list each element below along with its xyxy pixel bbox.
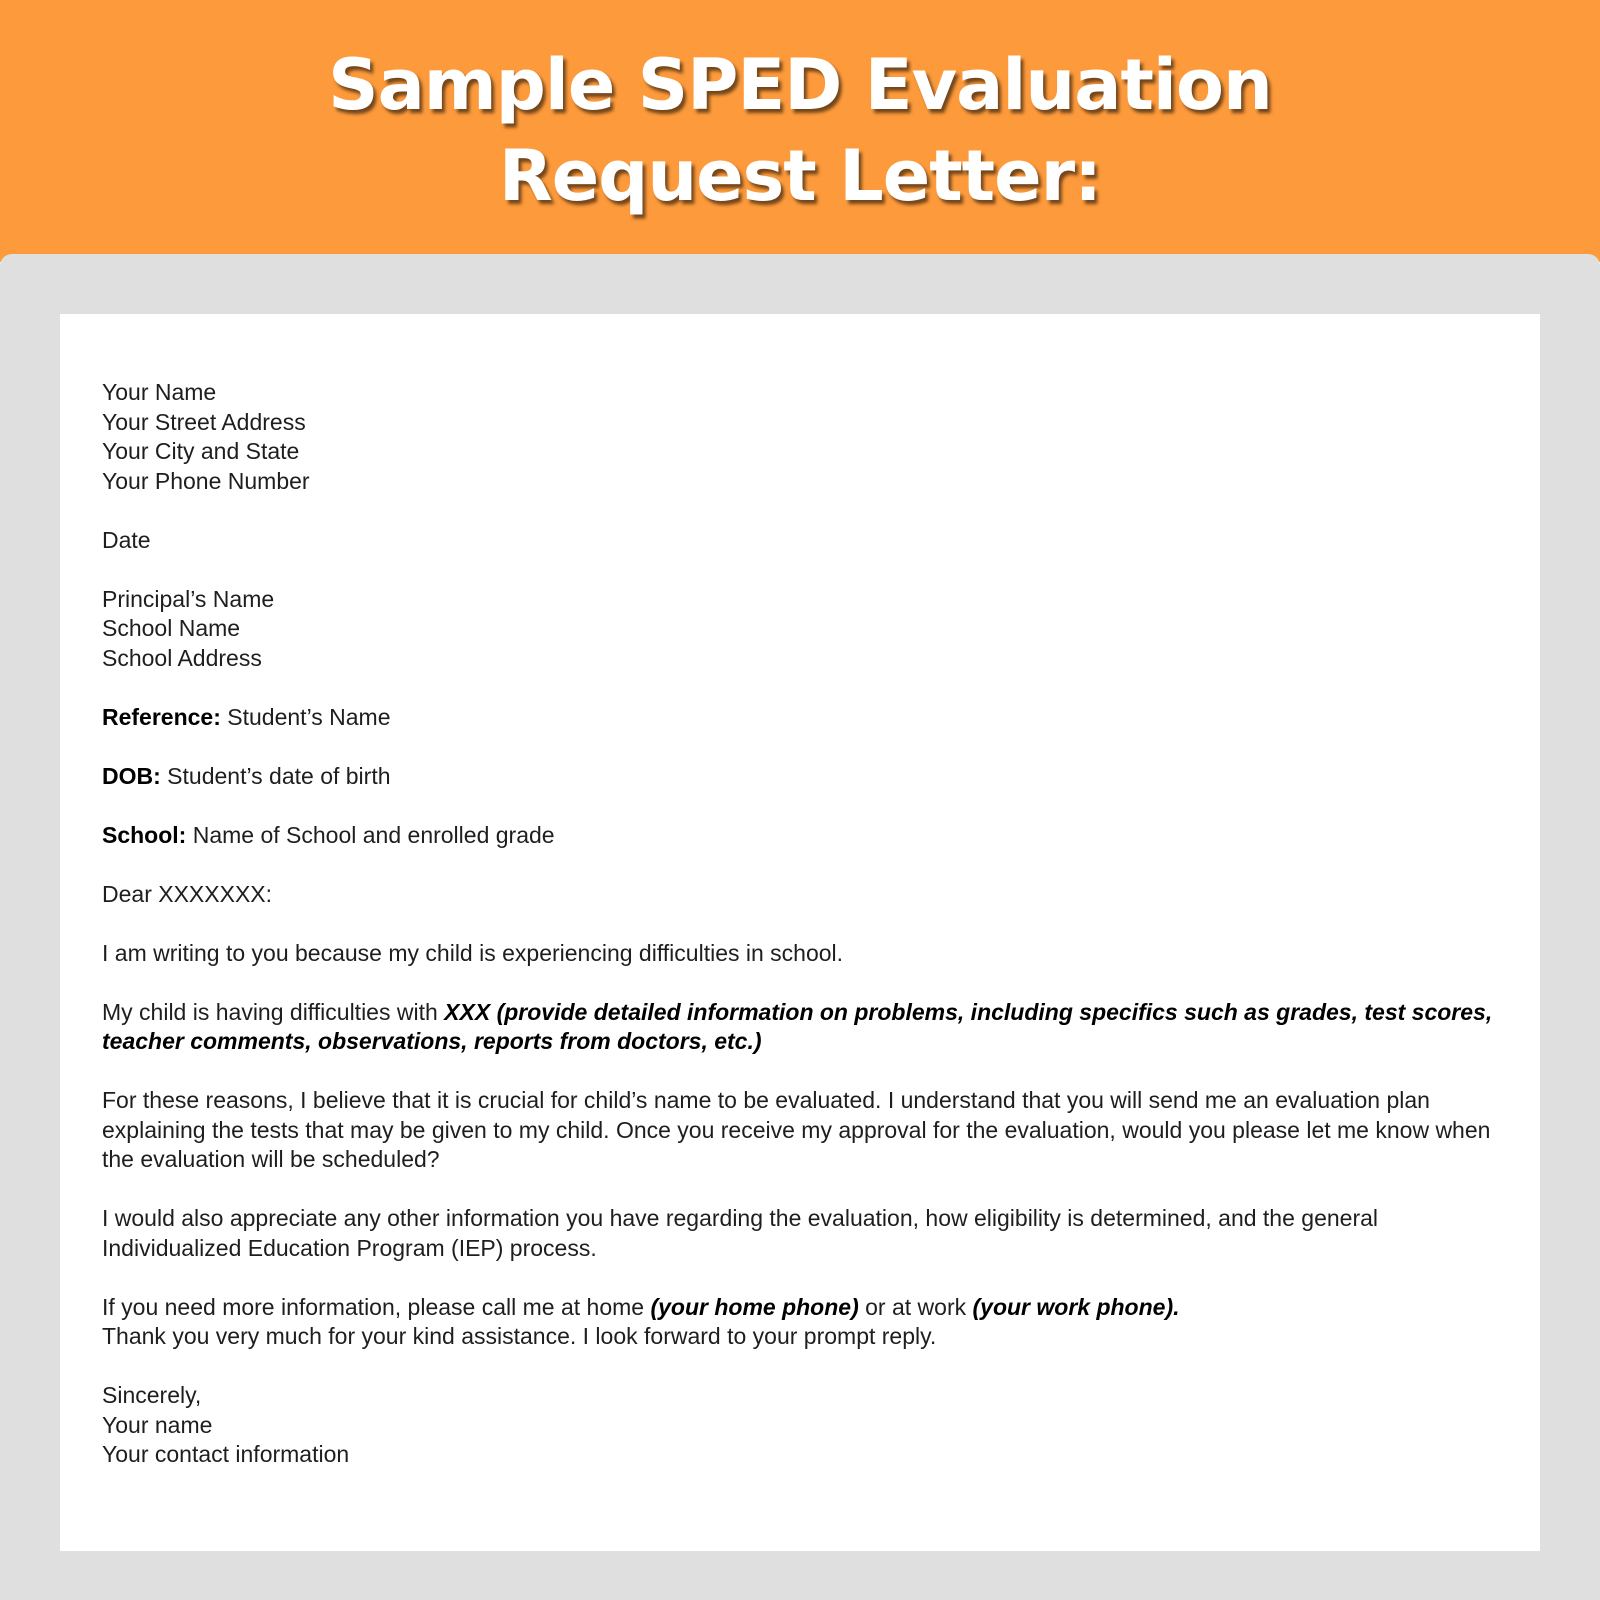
work-phone-placeholder: (your work phone).: [972, 1293, 1180, 1320]
recipient-school-name: School Name: [102, 615, 241, 641]
dob-value: Student’s date of birth: [160, 762, 391, 789]
sender-block: [102, 378, 1512, 496]
intro-paragraph: I am writing to you because my child is experiencing difficulties in school.: [102, 939, 844, 966]
school-value: Name of School and enrolled grade: [186, 821, 555, 848]
appreciate-paragraph: I would also appreciate any other information you have regarding the evaluation, how eligibility is determined, and the general Individualized Education Program (IEP) process.: [102, 1205, 1379, 1261]
page-title: [0, 40, 1600, 222]
closing-sign-off: Sincerely,: [102, 1382, 202, 1408]
recipient-principal: Principal’s Name: [102, 585, 275, 612]
contact-paragraph: [102, 1293, 1512, 1352]
sender-street: Your Street Address: [102, 408, 306, 435]
thanks-sentence: Thank you very much for your kind assistance. I look forward to your prompt reply.: [102, 1323, 937, 1349]
contact-mid: or at work: [858, 1293, 973, 1320]
contact-sentence: [102, 1293, 1512, 1323]
page-title-line-2: Request Letter:: [498, 135, 1102, 217]
reference-line: [102, 703, 1512, 733]
dob-label: DOB:: [102, 762, 161, 789]
difficulties-detail: XXX (provide detailed information on problems, including specifics such as grades, test scores, teacher comments, observations, reports from doctors, etc.): [102, 998, 1493, 1054]
letter-body: [102, 378, 1512, 1499]
closing-name: Your name: [102, 1411, 213, 1438]
school-label: School:: [102, 821, 187, 848]
recipient-block: [102, 585, 1512, 674]
reasons-paragraph: For these reasons, I believe that it is crucial for child’s name to be evaluated. I understand that you will send me an evaluation plan explaining the tests that may be given to my child. Once you receive my approval for the evaluation, would you please let me know when the evaluation will be scheduled?: [102, 1087, 1491, 1172]
contact-lead: If you need more information, please call me at home: [102, 1293, 651, 1320]
difficulties-paragraph: [102, 998, 1512, 1057]
letter-card: [60, 314, 1540, 1551]
reference-label: Reference:: [102, 703, 221, 730]
dob-line: [102, 762, 1512, 792]
letter-date: Date: [102, 526, 151, 553]
school-line: [102, 821, 1512, 851]
closing-contact: Your contact information: [102, 1441, 350, 1467]
salutation: Dear XXXXXXX:: [102, 880, 273, 907]
sender-city-state: Your City and State: [102, 438, 300, 464]
reference-value: Student’s Name: [220, 703, 391, 730]
sender-name: Your Name: [102, 379, 217, 405]
closing-block: [102, 1381, 1512, 1470]
home-phone-placeholder: (your home phone): [650, 1293, 859, 1320]
sender-phone: Your Phone Number: [102, 467, 310, 494]
difficulties-lead: My child is having difficulties with: [102, 998, 445, 1025]
page-title-line-1: Sample SPED Evaluation: [328, 44, 1272, 126]
recipient-school-address: School Address: [102, 644, 262, 671]
